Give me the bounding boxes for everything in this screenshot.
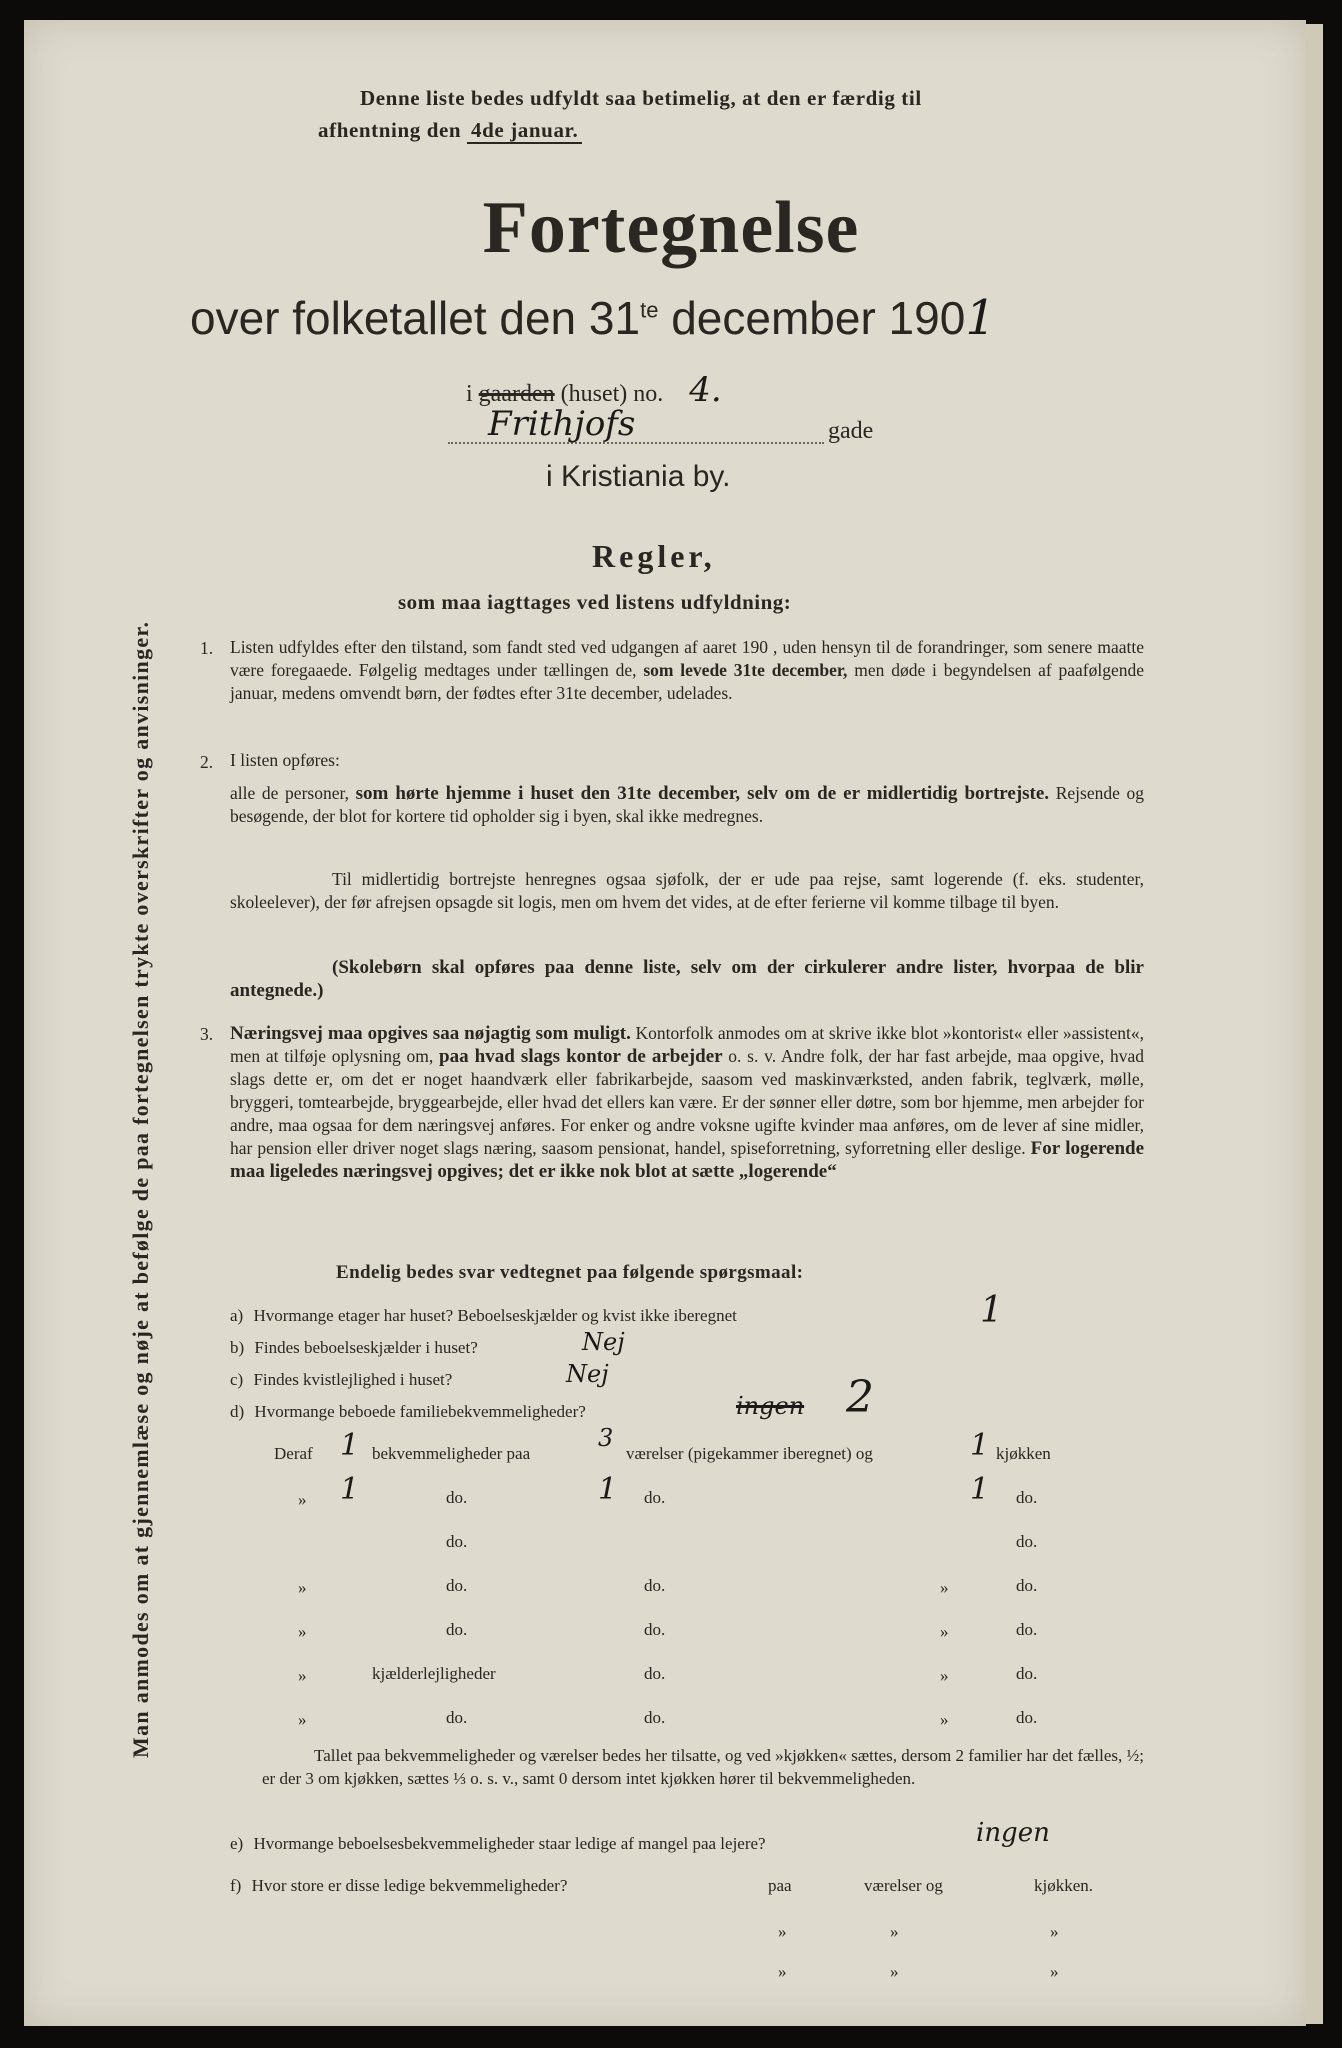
f-kjokken-label: kjøkken. (1034, 1876, 1094, 1895)
question-b-text: Findes beboelseskjælder i huset? (254, 1338, 478, 1357)
rule-2-intro: I listen opføres: (230, 750, 340, 770)
f-row-2-quote-2: » (890, 1922, 899, 1941)
row-4-quote-2: » (940, 1578, 949, 1597)
row-6-quote-2: » (940, 1666, 949, 1685)
row-1-rooms: 3 (598, 1424, 614, 1452)
row-6-quote: » (298, 1666, 307, 1685)
question-f-text: Hvor store er disse ledige bekvemmeligheder? (251, 1876, 568, 1895)
question-e-label: e) (230, 1834, 244, 1853)
rule-3-number: 3. (200, 1024, 214, 1044)
subtitle (190, 290, 996, 346)
question-b (230, 1338, 478, 1358)
deraf-label: Deraf (274, 1444, 313, 1463)
notice-line-1: Denne liste bedes udfyldt saa betimelig, at den er færdig til (360, 86, 922, 110)
rule-3-bold-e: For logerende maa ligeledes næringsvej opgives; det er ikke nok blot at sætte „logerende“ (230, 1138, 1145, 1182)
pickup-date: 4de januar. (467, 118, 582, 144)
rule-2-part-c: Rejsende og besøgende, der blot for kortere tid opholder sig i byen, skal ikke medregnes. (230, 783, 1144, 826)
f-row-3-quote-2: » (890, 1962, 899, 1981)
f-row-2-quote-3: » (1050, 1922, 1059, 1941)
row-4-do-2: do. (644, 1576, 666, 1595)
f-row-3-quote-3: » (1050, 1962, 1059, 1981)
row-6-do-2: do. (644, 1664, 666, 1683)
question-c (230, 1370, 452, 1390)
row-4-quote: » (298, 1578, 307, 1597)
rule-3-bold-a: Næringsvej maa opgives saa nøjagtig som muligt. (230, 1023, 631, 1044)
answer-b: Nej (582, 1328, 625, 1356)
row-2-rooms: 1 (598, 1472, 618, 1507)
f-row-2-quote-1: » (778, 1922, 787, 1941)
question-d (230, 1402, 586, 1422)
row-5-quote: » (298, 1622, 307, 1641)
subtitle-superscript: te (640, 297, 659, 323)
row-5-do-1: do. (446, 1620, 468, 1639)
question-d-label: d) (230, 1402, 245, 1421)
answer-a: 1 (980, 1290, 1003, 1331)
rules-subheading: som maa iagttages ved listens udfyldning: (398, 590, 792, 614)
rule-3-part-b: Kontorfolk anmodes om at skrive ikke blot »kontorist« eller »assistent«, men at tilføje oplysning om, (230, 1023, 1144, 1066)
question-a-text: Hvormange etager har huset? Beboelseskjælder og kvist ikke iberegnet (253, 1306, 737, 1325)
handwritten-house-number: 4. (689, 370, 722, 410)
row-1-kitchen: 1 (970, 1428, 990, 1463)
row-2-do-3: do. (1016, 1488, 1038, 1507)
rule-1-number: 1. (200, 638, 214, 658)
rule-3-part-d: o. s. v. Andre folk, der har fast arbejde, maa opgive, hvad slags dette er, om det er noget haandværk eller fabrikarbejde, saasom ved maskinværksted, anden fabrik, teglværk, mølle, bryggeri, tomtearbejde, bryggearbejde, eller hvad det ellers kan være. Er der sønner eller døtre, som bor hjemme, men arbejder for andre, maa ogsaa for dem næringsvej anføres. For enker og andre voksne ugifte kvinder maa anføres, om de lever af sine midler, har pension eller driver noget slags næring, saasom pensionat, handel, spiseforretning, syforretning eller deslige. (230, 1046, 1144, 1158)
row-2-do-2: do. (644, 1488, 666, 1507)
question-b-label: b) (230, 1338, 245, 1357)
question-f (230, 1876, 567, 1896)
answer-e: ingen (976, 1818, 1050, 1848)
address-huset: (huset) no. (560, 381, 664, 407)
f-row-3-quote-1: » (778, 1962, 787, 1981)
rule-2-paragraph-3: (Skolebørn skal opføres paa denne liste, selv om der cirkulerer andre lister, hvorpaa de blir antegnede.) (230, 957, 1144, 1001)
kjaelder-label: kjælderlejligheder (372, 1664, 496, 1683)
question-a (230, 1306, 737, 1326)
rule-2-number: 2. (200, 752, 214, 772)
rule-1-bold: som levede 31te december, (643, 660, 848, 680)
kjokken-label: kjøkken (996, 1444, 1051, 1463)
vaerelser-label: værelser (pigekammer iberegnet) og (626, 1444, 873, 1463)
row-7-do-1: do. (446, 1708, 468, 1727)
row-6-do-3: do. (1016, 1664, 1038, 1683)
row-2-quote: » (298, 1490, 307, 1509)
row-2-kitchen: 1 (970, 1472, 990, 1507)
row-7-do-3: do. (1016, 1708, 1038, 1727)
question-a-label: a) (230, 1306, 244, 1325)
rule-2-part-a: alle de personer, (230, 783, 349, 803)
row-2-count: 1 (340, 1472, 360, 1507)
subtitle-suffix: december 190 (671, 292, 966, 344)
kitchen-note: Tallet paa bekvemmeligheder og værelser bedes her tilsatte, og ved »kjøkken« sættes, dersom 2 familier har det fælles, ½; er der 3 om kjøkken, sættes ⅓ o. s. v., samt 0 dersom intet kjøkken hører til bekvemmeligheden. (262, 1746, 1144, 1788)
questions-heading: Endelig bedes svar vedtegnet paa følgende spørgsmaal: (336, 1262, 804, 1283)
question-c-label: c) (230, 1370, 244, 1389)
f-paa-label: paa (768, 1876, 792, 1895)
row-4-do-3: do. (1016, 1576, 1038, 1595)
address-i: i (466, 381, 473, 407)
handwritten-year-digit: 1 (965, 290, 996, 346)
rule-2-bold: som hørte hjemme i huset den 31te december, selv om de er midlertidig bortrejste. (355, 783, 1050, 804)
bekv-paa-label: bekvemmeligheder paa (372, 1444, 531, 1463)
question-e (230, 1834, 766, 1854)
row-3-do-1: do. (446, 1532, 468, 1551)
rule-2-text (230, 782, 1144, 828)
row-7-quote-2: » (940, 1710, 949, 1729)
question-e-text: Hvormange beboelsesbekvemmeligheder staar ledige af mangel paa lejere? (253, 1834, 766, 1853)
handwritten-street: Frithjofs (488, 404, 636, 444)
answer-d: 2 (846, 1372, 874, 1423)
rule-1-text (230, 636, 1144, 705)
rule-1-part-a: Listen udfyldes efter den tilstand, som fandt sted ved udgangen af aaret 190 , uden hensyn til de forandringer, som senere maatte være foregaaede. Følgelig medtages under tællingen de, (230, 637, 1144, 680)
rule-3-bold-c: paa hvad slags kontor de arbejder (439, 1046, 723, 1067)
row-7-quote: » (298, 1710, 307, 1729)
notice-prefix: afhentning den (318, 118, 462, 142)
subtitle-prefix: over folketallet den 31 (190, 292, 641, 344)
row-3-do-3: do. (1016, 1532, 1038, 1551)
row-5-quote-2: » (940, 1622, 949, 1641)
rule-1-part-c: men døde i begyndelsen af paafølgende januar, medens omvendt børn, der fødtes efter 31te december, udelades. (230, 660, 1145, 703)
answer-c: Nej (566, 1360, 609, 1388)
notice-line-2 (318, 118, 582, 143)
row-5-do-3: do. (1016, 1620, 1038, 1639)
row-1-count: 1 (340, 1428, 360, 1463)
rules-heading: Regler, (592, 538, 716, 574)
page-title: Fortegnelse (482, 187, 860, 269)
row-7-do-2: do. (644, 1708, 666, 1727)
struck-gaarden: gaarden (478, 381, 555, 407)
row-2-do-1: do. (446, 1488, 468, 1507)
question-f-label: f) (230, 1876, 242, 1895)
question-d-text: Hvormange beboede familiebekvemmeligheder? (254, 1402, 586, 1421)
gade-label: gade (828, 418, 874, 444)
rule-3-text (230, 1022, 1144, 1183)
row-4-do-1: do. (446, 1576, 468, 1595)
rule-2-paragraph-2: Til midlertidig bortrejste henregnes ogsaa sjøfolk, der er ude paa rejse, samt logerende (f. eks. studenter, skoleelever), der før afrejsen opsagde sit logis, men om hvem det vides, at de efter ferierne vil komme tilbage til byen. (230, 869, 1144, 912)
side-instruction: Man anmodes om at gjennemlæse og nøje at befølge de paa fortegnelsen trykte overskrifter og anvisninger. (128, 620, 153, 1758)
f-vaerelser-label: værelser og (864, 1876, 943, 1895)
city-line: i Kristiania by. (546, 460, 731, 493)
row-5-do-2: do. (644, 1620, 666, 1639)
question-c-text: Findes kvistlejlighed i huset? (253, 1370, 453, 1389)
struck-answer-d: ingen (736, 1392, 805, 1420)
street-field (448, 404, 824, 444)
